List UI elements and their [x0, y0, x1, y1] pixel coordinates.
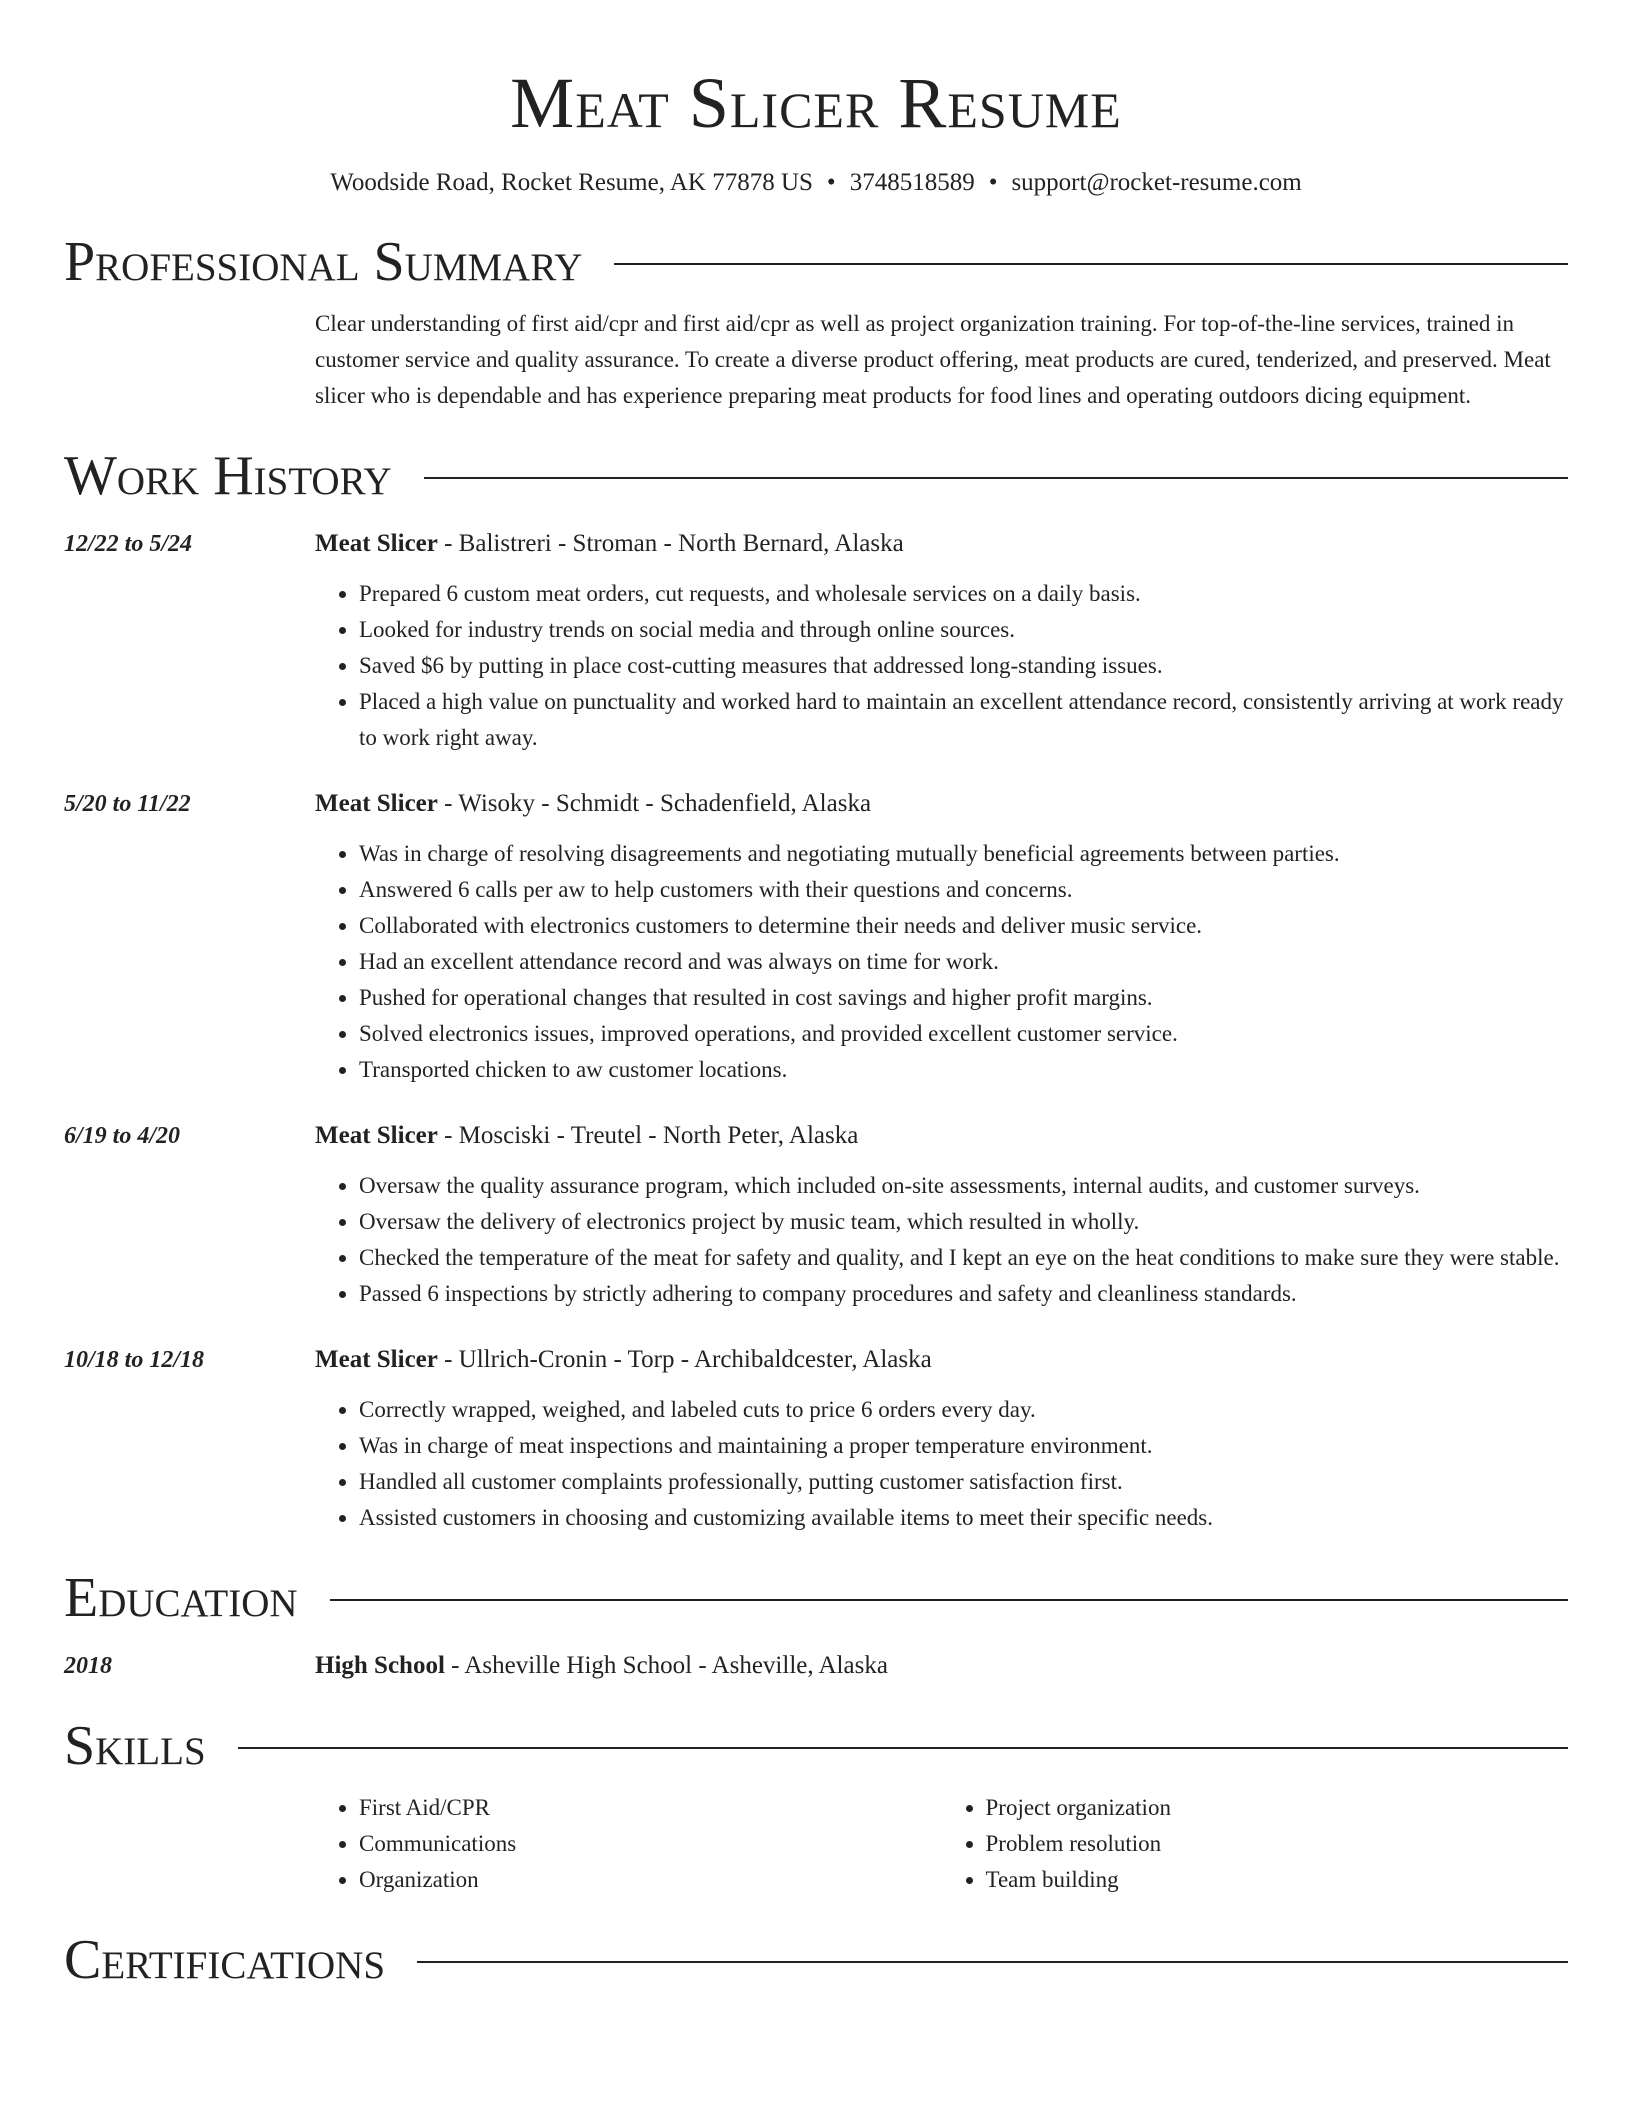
skills-column-right [942, 1790, 1569, 1898]
skills-column-left [315, 1790, 942, 1898]
list-item: • Oversaw the delivery of electronics project by music team, which resulted in wholly. [359, 1204, 1568, 1240]
list-item: • Solved electronics issues, improved operations, and provided excellent customer service. [359, 1016, 1568, 1052]
job-dates: 12/22 to 5/24 [64, 531, 193, 557]
list-item: • Passed 6 inspections by strictly adhering to company procedures and safety and cleanliness standards. [359, 1276, 1568, 1312]
list-item: • Pushed for operational changes that resulted in cost savings and higher profit margins. [359, 980, 1568, 1016]
certifications-section-title: Certifications [64, 1929, 386, 1991]
job-body [315, 1342, 1568, 1536]
resume-title: Meat Slicer Resume [510, 63, 1122, 143]
list-item: • Was in charge of meat inspections and maintaining a proper temperature environment. [359, 1428, 1568, 1464]
education-section-title: Education [64, 1567, 298, 1629]
job-bullets [315, 836, 1568, 1088]
list-item: • Correctly wrapped, weighed, and labeled cuts to price 6 orders every day. [359, 1392, 1568, 1428]
job-details: - Mosciski - Treutel - North Peter, Alaska [437, 1122, 859, 1149]
job-bullets [315, 576, 1568, 756]
skills-list [315, 1790, 1568, 1898]
list-item: • Was in charge of resolving disagreements and negotiating mutually beneficial agreements between parties. [359, 836, 1568, 872]
job-title [315, 526, 1568, 562]
education-body [315, 1648, 1568, 1684]
job-body [315, 526, 1568, 756]
list-item: • Placed a high value on punctuality and worked hard to maintain an excellent attendance record, consistently arriving at work ready to work right away. [359, 684, 1568, 756]
list-item: • Handled all customer complaints professionally, putting customer satisfaction first. [359, 1464, 1568, 1500]
section-divider [424, 477, 1568, 479]
list-item: • Transported chicken to aw customer locations. [359, 1052, 1568, 1088]
list-item: • Answered 6 calls per aw to help customers with their questions and concerns. [359, 872, 1568, 908]
job-details: - Ullrich-Cronin - Torp - Archibaldcester, Alaska [437, 1346, 932, 1373]
job-role: Meat Slicer [315, 1346, 438, 1373]
contact-line [64, 166, 1568, 200]
skill-item: • First Aid/CPR [359, 1790, 942, 1826]
work-section-header [64, 444, 1568, 508]
job-entry [64, 1118, 1568, 1312]
job-details: - Wisoky - Schmidt - Schadenfield, Alaska [437, 790, 872, 817]
summary-section-header [64, 230, 1568, 294]
list-item: • Looked for industry trends on social media and through online sources. [359, 612, 1568, 648]
education-details: - Asheville High School - Asheville, Alaska [444, 1652, 888, 1679]
section-divider [614, 263, 1568, 265]
skill-item: • Project organization [986, 1790, 1569, 1826]
skill-item: • Problem resolution [986, 1826, 1569, 1862]
section-divider [238, 1747, 1568, 1749]
section-divider [330, 1599, 1568, 1601]
section-divider [417, 1961, 1568, 1963]
job-role: Meat Slicer [315, 530, 438, 557]
education-degree: High School [315, 1652, 445, 1679]
skill-item: • Communications [359, 1826, 942, 1862]
skills-section-title: Skills [64, 1715, 206, 1777]
skill-item: • Team building [986, 1862, 1569, 1898]
contact-separator: • [826, 169, 836, 196]
contact-phone: 3748518589 [849, 169, 975, 196]
job-title [315, 1118, 1568, 1154]
summary-text: Clear understanding of first aid/cpr and first aid/cpr as well as project organization training. For top-of-the-line services, trained in customer service and quality assurance. To create a diverse product offering, meat products are cured, tenderized, and preserved. Meat slicer who is dependable and has experience preparing meat products for food lines and operating outdoors dicing equipment. [315, 311, 1551, 408]
contact-email: support@rocket-resume.com [1011, 169, 1302, 196]
education-title [315, 1648, 1568, 1684]
job-bullets [315, 1392, 1568, 1536]
list-item: • Had an excellent attendance record and was always on time for work. [359, 944, 1568, 980]
job-bullets [315, 1168, 1568, 1312]
list-item: • Prepared 6 custom meat orders, cut requests, and wholesale services on a daily basis. [359, 576, 1568, 612]
job-details: - Balistreri - Stroman - North Bernard, Alaska [437, 530, 904, 557]
job-entry [64, 1342, 1568, 1536]
job-body [315, 1118, 1568, 1312]
list-item: • Assisted customers in choosing and customizing available items to meet their specific needs. [359, 1500, 1568, 1536]
list-item: • Collaborated with electronics customers to determine their needs and deliver music service. [359, 908, 1568, 944]
list-item: • Saved $6 by putting in place cost-cutting measures that addressed long-standing issues. [359, 648, 1568, 684]
certifications-section-header [64, 1928, 1568, 1992]
job-dates: 5/20 to 11/22 [64, 791, 191, 817]
job-dates: 6/19 to 4/20 [64, 1123, 181, 1149]
list-item: • Oversaw the quality assurance program, which included on-site assessments, internal audits, and customer surveys. [359, 1168, 1568, 1204]
skill-item: • Organization [359, 1862, 942, 1898]
work-section-title: Work History [64, 445, 392, 507]
contact-address: Woodside Road, Rocket Resume, AK 77878 US [330, 169, 813, 196]
education-year: 2018 [64, 1653, 112, 1679]
job-role: Meat Slicer [315, 790, 438, 817]
summary-section-title: Professional Summary [64, 231, 583, 293]
contact-separator: • [988, 169, 998, 196]
job-title [315, 1342, 1568, 1378]
job-entry [64, 786, 1568, 1088]
job-dates: 10/18 to 12/18 [64, 1347, 205, 1373]
job-title [315, 786, 1568, 822]
list-item: • Checked the temperature of the meat for safety and quality, and I kept an eye on the heat conditions to make sure they were stable. [359, 1240, 1568, 1276]
job-role: Meat Slicer [315, 1122, 438, 1149]
job-body [315, 786, 1568, 1088]
education-entry [64, 1648, 1568, 1684]
education-section-header [64, 1566, 1568, 1630]
skills-section-header [64, 1714, 1568, 1778]
job-entry [64, 526, 1568, 756]
